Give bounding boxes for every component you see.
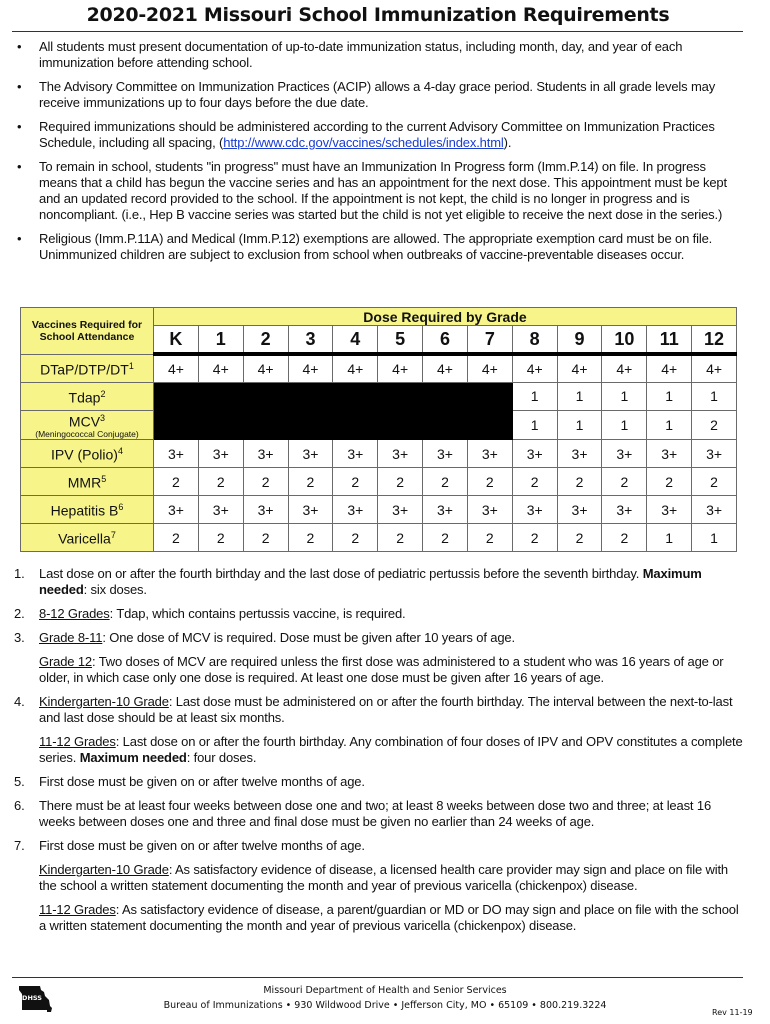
dose-by-grade-header: Dose Required by Grade	[154, 308, 737, 326]
dose-cell: 3+	[198, 496, 243, 524]
footnote-item	[12, 606, 747, 622]
dose-cell: 3+	[154, 440, 199, 468]
dose-cell: 1	[512, 410, 557, 440]
footnote-ref: 1	[128, 360, 134, 371]
footnote-ref: 2	[100, 388, 106, 399]
not-required-cell	[423, 382, 468, 410]
immunization-table	[20, 307, 737, 552]
footnote-text: There must be at least four weeks between dose one and two; at least 8 weeks between dose two and three; at least 16 weeks between doses one and three and final dose must be given no earlier than 24 weeks of age.	[39, 798, 712, 829]
footnote-text: : six doses.	[83, 582, 147, 597]
grade-header-7: 7	[467, 326, 512, 355]
dose-cell: 3+	[288, 440, 333, 468]
footnote-text: Last dose on or after the fourth birthday and the last dose of pediatric pertussis before the seventh birthday.	[39, 566, 643, 581]
dose-cell: 4+	[378, 354, 423, 382]
footer-bureau-address: Bureau of Immunizations • 930 Wildwood Drive • Jefferson City, MO • 65109 • 800.219.3224	[163, 1000, 607, 1011]
not-required-cell	[423, 410, 468, 440]
not-required-cell	[378, 410, 423, 440]
title-divider	[12, 31, 743, 32]
footnote-ref: 5	[101, 474, 107, 485]
footnotes-list	[12, 566, 747, 942]
not-required-cell	[154, 410, 199, 440]
dose-cell: 2	[512, 524, 557, 552]
dose-cell: 3+	[243, 440, 288, 468]
grade-range-label: Kindergarten-10 Grade	[39, 862, 169, 877]
dose-cell: 2	[288, 468, 333, 496]
dose-cell: 2	[557, 524, 602, 552]
bullet-text: ).	[503, 135, 512, 150]
grade-range-label: 11-12 Grades	[39, 734, 116, 749]
requirement-bullet	[12, 231, 747, 263]
grade-header-10: 10	[602, 326, 647, 355]
footnote-item	[12, 838, 747, 934]
dose-cell: 1	[647, 382, 692, 410]
footnote-number: 7.	[14, 838, 25, 853]
footnote-paragraph	[39, 694, 747, 726]
dose-cell: 2	[467, 468, 512, 496]
bullet-icon: •	[17, 39, 22, 54]
cdc-schedule-link[interactable]: http://www.cdc.gov/vaccines/schedules/index.html	[223, 135, 504, 150]
footnote-ref: 3	[100, 412, 106, 423]
footnote-item	[12, 694, 747, 766]
dose-cell: 3+	[378, 440, 423, 468]
dose-cell: 3+	[243, 496, 288, 524]
footnote-text: : Tdap, which contains pertussis vaccine, is required.	[109, 606, 406, 621]
bullet-text: All students must present documentation of up-to-date immunization status, including month, day, and year of each immunization before attending school.	[39, 39, 683, 70]
dose-cell: 2	[512, 468, 557, 496]
footnote-ref: 7	[110, 530, 116, 541]
grade-header-11: 11	[647, 326, 692, 355]
dose-cell: 3+	[512, 496, 557, 524]
dose-cell: 3+	[467, 496, 512, 524]
logo-text: DHSS	[22, 994, 42, 1002]
dose-cell: 4+	[423, 354, 468, 382]
vaccine-name-cell	[21, 440, 154, 468]
footnote-ref: 4	[117, 446, 123, 457]
not-required-cell	[154, 382, 199, 410]
dose-cell: 2	[557, 468, 602, 496]
vaccine-name-cell	[21, 496, 154, 524]
grade-header-5: 5	[378, 326, 423, 355]
dose-cell: 2	[423, 468, 468, 496]
vaccine-row	[21, 382, 737, 410]
not-required-cell	[333, 382, 378, 410]
footnote-text: : One dose of MCV is required. Dose must be given after 10 years of age.	[102, 630, 515, 645]
not-required-cell	[198, 382, 243, 410]
dose-cell: 2	[198, 468, 243, 496]
dose-cell: 3+	[423, 440, 468, 468]
footnote-paragraph	[39, 838, 747, 854]
vaccine-name-cell	[21, 354, 154, 382]
footnote-text: : As satisfactory evidence of disease, a parent/guardian or MD or DO may sign and place on file with the school a written statement documenting the month and year of previous varicella (chickenpox) disease.	[39, 902, 739, 933]
dose-cell: 4+	[512, 354, 557, 382]
grade-range-label: 8-12 Grades	[39, 606, 110, 621]
dose-cell: 2	[154, 468, 199, 496]
dose-cell: 1	[602, 410, 647, 440]
dose-cell: 4+	[692, 354, 737, 382]
dose-cell: 1	[557, 382, 602, 410]
footnote-number: 3.	[14, 630, 25, 645]
grade-header-6: 6	[423, 326, 468, 355]
emphasis-text: Maximum needed	[79, 750, 187, 765]
dose-cell: 2	[333, 524, 378, 552]
footnote-text: First dose must be given on or after twelve months of age.	[39, 838, 365, 853]
dose-cell: 2	[378, 468, 423, 496]
dose-cell: 3+	[288, 496, 333, 524]
dose-cell: 2	[692, 410, 737, 440]
page-title: 2020-2021 Missouri School Immunization Requirements	[86, 4, 670, 26]
footnote-item	[12, 630, 747, 686]
dose-cell: 2	[198, 524, 243, 552]
footnote-text: First dose must be given on or after twelve months of age.	[39, 774, 365, 789]
dose-cell: 4+	[198, 354, 243, 382]
dose-cell: 2	[602, 524, 647, 552]
dose-cell: 1	[692, 524, 737, 552]
dose-cell: 3+	[423, 496, 468, 524]
grade-header-1: 1	[198, 326, 243, 355]
grade-range-label: Kindergarten-10 Grade	[39, 694, 169, 709]
footnote-number: 4.	[14, 694, 25, 709]
revision-label: Rev 11-19	[712, 1008, 753, 1017]
footnote-paragraph	[39, 606, 747, 622]
vaccine-name: MCV	[68, 413, 101, 430]
vaccine-name-cell	[21, 410, 154, 440]
footnote-paragraph	[39, 862, 747, 894]
dose-cell: 2	[243, 468, 288, 496]
dose-cell: 2	[647, 468, 692, 496]
not-required-cell	[288, 382, 333, 410]
requirements-bullet-list	[12, 39, 747, 271]
grade-header-9: 9	[557, 326, 602, 355]
footnote-number: 2.	[14, 606, 25, 621]
dose-cell: 2	[154, 524, 199, 552]
vaccine-name-cell	[21, 382, 154, 410]
footer-department: Missouri Department of Health and Senior Services	[263, 985, 507, 996]
grade-header-12: 12	[692, 326, 737, 355]
vaccine-name: IPV (Polio)	[51, 446, 118, 463]
dose-cell: 1	[512, 382, 557, 410]
vaccine-name-cell	[21, 468, 154, 496]
footer-divider	[12, 977, 743, 978]
dose-cell: 3+	[602, 496, 647, 524]
dose-cell: 3+	[333, 440, 378, 468]
bullet-text: Religious (Imm.P.11A) and Medical (Imm.P.12) exemptions are allowed. The appropriate exemption card must be on file. Unimmunized children are subject to exclusion from school when outbreaks of vaccine-preventable diseases occur.	[39, 231, 713, 262]
not-required-cell	[467, 382, 512, 410]
dose-cell: 3+	[602, 440, 647, 468]
not-required-cell	[288, 410, 333, 440]
dose-cell: 4+	[602, 354, 647, 382]
requirement-bullet	[12, 39, 747, 71]
dose-cell: 2	[378, 524, 423, 552]
dose-cell: 1	[647, 410, 692, 440]
requirement-bullet	[12, 159, 747, 223]
footnote-text: : Two doses of MCV are required unless the first dose was administered to a student who was 16 years of age or older, in which case only one dose is required. At least one dose must be given after 16 years of age.	[39, 654, 724, 685]
dose-cell: 4+	[154, 354, 199, 382]
footnote-paragraph	[39, 654, 747, 686]
dose-cell: 2	[467, 524, 512, 552]
vaccine-row	[21, 468, 737, 496]
dose-cell: 2	[423, 524, 468, 552]
dose-cell: 1	[647, 524, 692, 552]
footnote-ref: 6	[118, 502, 124, 513]
bullet-text: To remain in school, students "in progress" must have an Immunization In Progress form (Imm.P.14) on file. In progress means that a child has begun the vaccine series and has an appointment for the next dose. This appointment must be kept and an updated record provided to the school. If the appointment is not kept, the child is no longer in progress and is noncompliant. (i.e., Hep B vaccine series was started but the child is not yet eligible to receive the next dose in the series.)	[39, 159, 727, 222]
vaccine-name: Tdap	[68, 389, 101, 406]
bullet-icon: •	[17, 79, 22, 94]
dose-cell: 3+	[692, 440, 737, 468]
dose-cell: 3+	[647, 496, 692, 524]
grade-header-8: 8	[512, 326, 557, 355]
footnote-text: : Last dose on or after the fourth birthday. Any combination of four doses of IPV and OPV constitutes a complete series.	[39, 734, 743, 765]
grade-range-label: Grade 8-11	[39, 630, 103, 645]
footnote-paragraph	[39, 798, 747, 830]
dose-cell: 3+	[692, 496, 737, 524]
vaccine-name: DTaP/DTP/DT	[40, 361, 129, 378]
footnote-item	[12, 774, 747, 790]
dose-cell: 2	[333, 468, 378, 496]
dose-cell: 4+	[333, 354, 378, 382]
not-required-cell	[243, 410, 288, 440]
grade-header-3: 3	[288, 326, 333, 355]
footnote-text: : Last dose must be administered on or after the fourth birthday. The interval between the next-to-last and last dose should be at least six months.	[39, 694, 733, 725]
bullet-text: Required immunizations should be administered according to the current Advisory Committee on Immunization Practices Schedule, including all spacing, (	[39, 119, 715, 150]
dose-cell: 4+	[288, 354, 333, 382]
footnote-number: 5.	[14, 774, 25, 789]
dose-cell: 3+	[378, 496, 423, 524]
dose-cell: 4+	[243, 354, 288, 382]
grade-header-2: 2	[243, 326, 288, 355]
footnote-paragraph	[39, 630, 747, 646]
vaccine-row	[21, 496, 737, 524]
vaccine-subtitle: (Meningococcal Conjugate)	[35, 429, 139, 440]
dose-cell: 4+	[557, 354, 602, 382]
grade-header-4: 4	[333, 326, 378, 355]
footnote-paragraph	[39, 566, 747, 598]
footnote-number: 1.	[14, 566, 25, 581]
footer-address	[0, 983, 770, 1013]
footnote-number: 6.	[14, 798, 25, 813]
dose-cell: 4+	[467, 354, 512, 382]
emphasis-text: Maximum needed	[39, 566, 702, 597]
footnote-paragraph	[39, 734, 747, 766]
vaccines-column-header: Vaccines Required for School Attendance	[21, 308, 154, 355]
bullet-icon: •	[17, 231, 22, 246]
grade-range-label: 11-12 Grades	[39, 902, 116, 917]
not-required-cell	[333, 410, 378, 440]
vaccine-name: Hepatitis B	[50, 502, 119, 519]
dose-cell: 2	[602, 468, 647, 496]
dose-cell: 3+	[647, 440, 692, 468]
footnote-text: : four doses.	[186, 750, 257, 765]
requirement-bullet	[12, 119, 747, 151]
footnote-paragraph	[39, 774, 747, 790]
grade-header-K: K	[154, 326, 199, 355]
vaccine-row	[21, 440, 737, 468]
requirement-bullet	[12, 79, 747, 111]
dose-cell: 3+	[467, 440, 512, 468]
grade-range-label: Grade 12	[39, 654, 93, 669]
bullet-icon: •	[17, 159, 22, 174]
dose-cell: 3+	[333, 496, 378, 524]
vaccine-row	[21, 524, 737, 552]
bullet-text: The Advisory Committee on Immunization Practices (ACIP) allows a 4-day grace period. Students in all grade levels may receive immunizations up to four days before the due date.	[39, 79, 716, 110]
dose-cell: 1	[557, 410, 602, 440]
footnote-item	[12, 566, 747, 598]
vaccine-row	[21, 410, 737, 440]
not-required-cell	[198, 410, 243, 440]
dose-cell: 4+	[647, 354, 692, 382]
vaccine-name-cell	[21, 524, 154, 552]
dose-cell: 2	[288, 524, 333, 552]
dose-cell: 3+	[557, 440, 602, 468]
vaccine-name: Varicella	[58, 530, 111, 547]
dose-cell: 2	[692, 468, 737, 496]
vaccine-name: MMR	[67, 474, 102, 491]
dose-cell: 3+	[557, 496, 602, 524]
vaccine-row	[21, 354, 737, 382]
footnote-item	[12, 798, 747, 830]
not-required-cell	[243, 382, 288, 410]
not-required-cell	[378, 382, 423, 410]
dose-cell: 1	[692, 382, 737, 410]
not-required-cell	[467, 410, 512, 440]
footnote-text: : As satisfactory evidence of disease, a licensed health care provider may sign and place on file with the school a written statement documenting the month and year of previous varicella (chickenpox) disease.	[39, 862, 729, 893]
dose-cell: 3+	[198, 440, 243, 468]
bullet-icon: •	[17, 119, 22, 134]
dose-cell: 3+	[154, 496, 199, 524]
dose-cell: 1	[602, 382, 647, 410]
dose-cell: 3+	[512, 440, 557, 468]
footnote-paragraph	[39, 902, 747, 934]
dose-cell: 2	[243, 524, 288, 552]
